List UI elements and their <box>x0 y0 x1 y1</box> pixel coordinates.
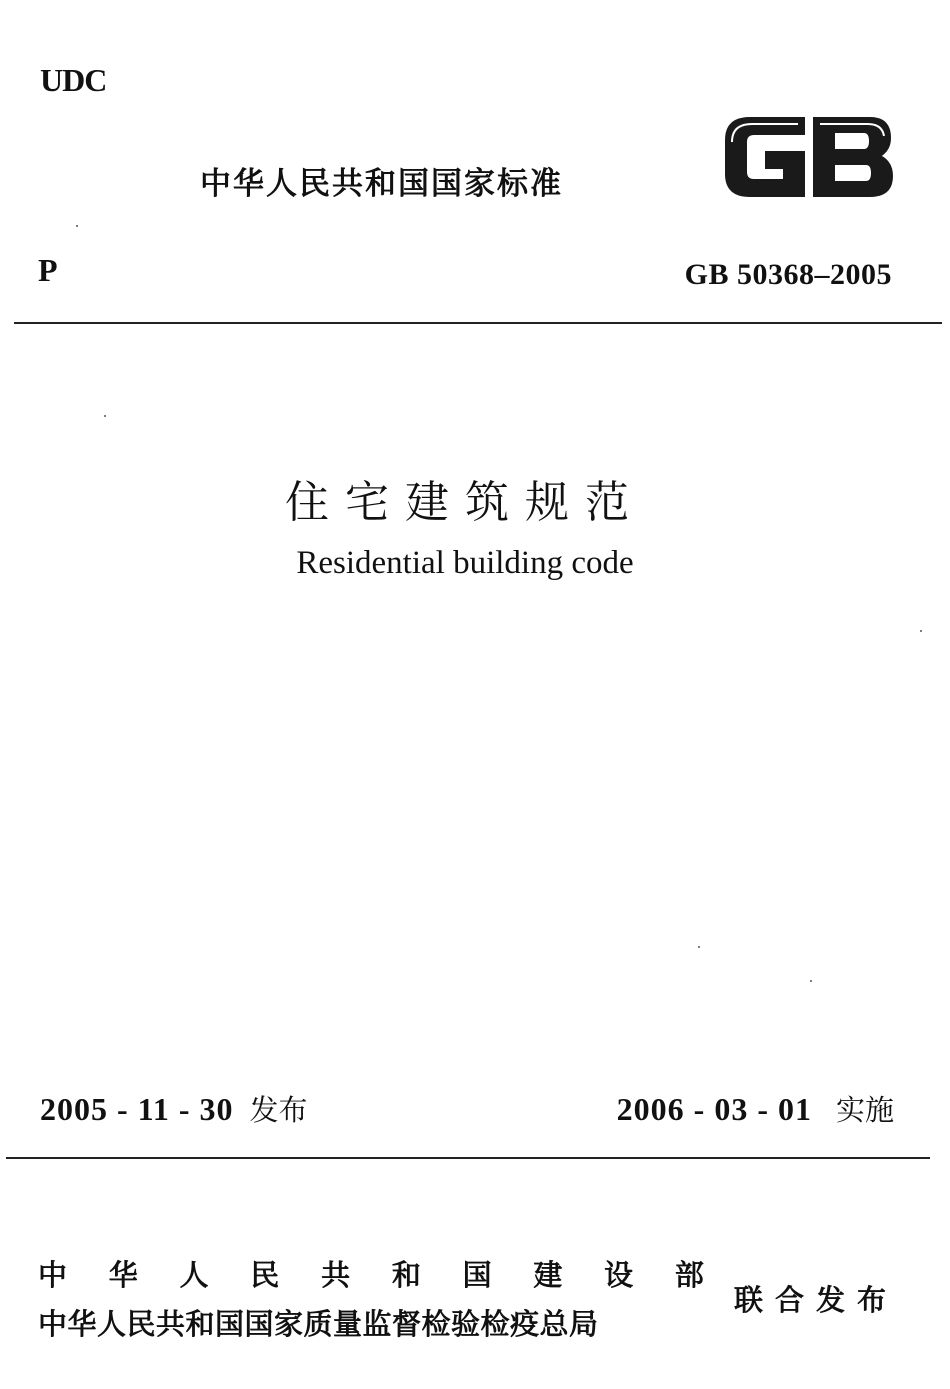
publisher-char: 华 <box>108 1258 138 1292</box>
scan-speck <box>104 415 106 417</box>
publisher-char: 中 <box>38 1258 68 1292</box>
publisher-char: 人 <box>179 1258 209 1292</box>
issue-date-block <box>40 1088 308 1129</box>
issue-label: 发布 <box>249 1093 308 1127</box>
gb-logo <box>720 110 896 204</box>
publisher-char: 和 <box>391 1258 421 1292</box>
scan-speck <box>810 980 812 982</box>
implement-label: 实施 <box>835 1093 894 1127</box>
publisher-char: 国 <box>462 1258 492 1292</box>
classification-code: P <box>38 252 58 288</box>
joint-publication-label: 联合发布 <box>734 1283 899 1317</box>
publisher-ministry <box>38 1253 704 1294</box>
udc-label: UDC <box>40 62 107 98</box>
standard-number: GB 50368–2005 <box>684 258 892 291</box>
scan-speck <box>920 630 922 632</box>
top-divider <box>14 322 942 324</box>
publisher-char: 部 <box>674 1258 704 1292</box>
implement-date-block <box>617 1088 894 1129</box>
scan-speck <box>698 946 700 948</box>
publisher-char: 设 <box>604 1258 634 1292</box>
publisher-char: 民 <box>250 1258 280 1292</box>
standard-type-heading: 中华人民共和国国家标准 <box>200 166 563 202</box>
title-chinese: 住宅建筑规范 <box>285 477 645 528</box>
publisher-char: 建 <box>533 1258 563 1292</box>
bottom-divider <box>6 1157 930 1159</box>
publisher-char: 共 <box>321 1258 351 1292</box>
scan-speck <box>76 225 78 227</box>
title-english: Residential building code <box>296 545 634 581</box>
publisher-administration: 中华人民共和国国家质量监督检验检疫总局 <box>38 1307 599 1341</box>
implement-date: 2006 - 03 - 01 <box>616 1091 812 1127</box>
issue-date: 2005 - 11 - 30 <box>40 1091 234 1127</box>
